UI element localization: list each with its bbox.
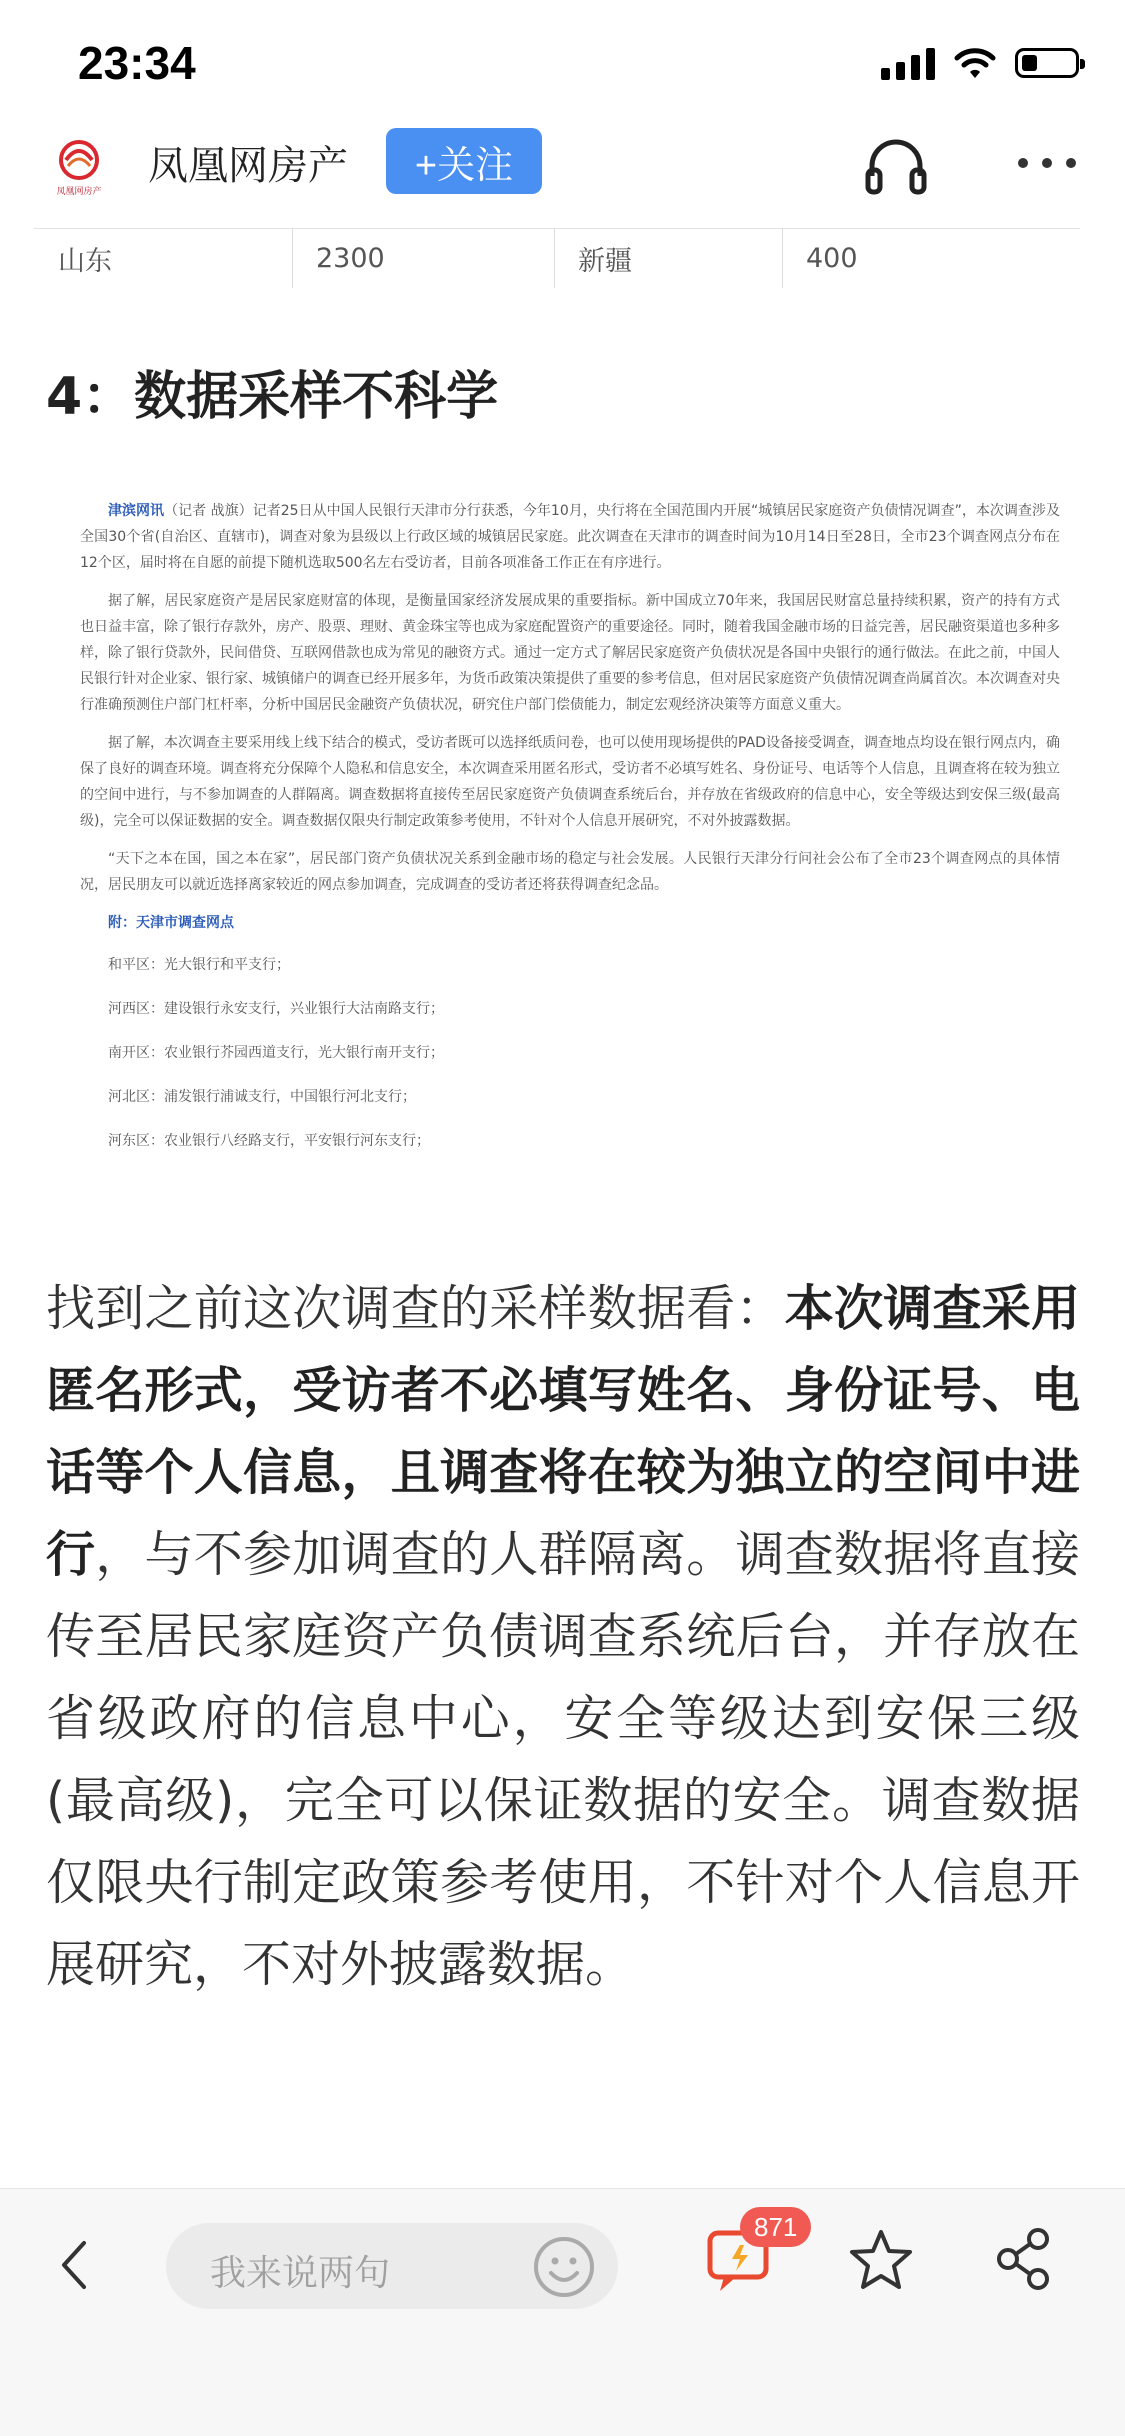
clipping-list-item: 南开区：农业银行芥园西道支行，光大银行南开支行； — [108, 1045, 444, 1061]
clipping-list-item: 河北区：浦发银行浦诚支行，中国银行河北支行； — [108, 1089, 416, 1105]
follow-button[interactable]: +关注 — [386, 128, 542, 194]
share-icon[interactable] — [994, 2227, 1054, 2291]
clipping-source: 津滨网讯 — [108, 503, 165, 519]
news-clipping-image[interactable] — [80, 498, 1060, 1238]
logo-text: 凤凰网房产 — [56, 187, 102, 197]
status-time: 23:34 — [78, 37, 196, 89]
comment-input[interactable] — [166, 2223, 618, 2309]
status-bar — [0, 0, 1125, 130]
clipping-paragraph: 据了解，本次调查主要采用线上线下结合的模式，受访者既可以选择纸质问卷，也可以使用现场提供的PAD设备接受调查，调查地点均设在银行网点内，确保了良好的调查环境。调查将充分保障个人隐私和信息安全，本次调查采用匿名形式，受访者不必填写姓名、身份证号、电话等个人信息，且调查将在较为独立的空间中进行，与不参加调查的人群隔离。调查数据将直接传至居民家庭资产负债调查系统后台，并存放在省级政府的信息中心，安全等级达到安保三级(最高级)，完全可以保证数据的安全。调查数据仅限央行制定政策参考使用，不针对个人信息开展研究，不对外披露数据。 — [80, 735, 1060, 829]
headphone-icon[interactable] — [864, 136, 928, 196]
wifi-icon — [953, 46, 997, 80]
table-cell: 山东 — [58, 245, 112, 277]
emoji-icon[interactable] — [532, 2235, 596, 2299]
clipping-paragraph: 据了解，居民家庭资产是居民家庭财富的体现，是衡量国家经济发展成果的重要指标。新中国成立70年来，我国居民财富总量持续积累，资产的持有方式也日益丰富，除了银行存款外，房产、股票、理财、黄金珠宝等也成为家庭配置资产的重要途径。同时，随着我国金融市场的日益完善，居民融资渠道也多种多样，除了银行贷款外，民间借贷、互联网借款也成为常见的融资方式。通过一定方式了解居民家庭资产负债状况是各国中央银行的通行做法。在此之前，中国人民银行针对企业家、银行家、城镇储户的调查已经开展多年，为货币政策决策提供了重要的参考信息，但对居民家庭资产负债情况调查尚属首次。本次调查对央行准确预测住户部门杠杆率，分析中国居民金融资产负债状况，研究住户部门偿债能力，制定宏观经济决策等方面意义重大。 — [80, 593, 1060, 713]
clipping-list-item: 河西区：建设银行永安支行，兴业银行大沽南路支行； — [108, 1001, 444, 1017]
clipping-paragraph: “天下之本在国，国之本在家”，居民部门资产负债状况关系到金融市场的稳定与社会发展。人民银行天津分行问社会公布了全市23个调查网点的具体情况，居民朋友可以就近选择离家较近的网点参加调查，完成调查的受访者还将获得调查纪念品。 — [80, 851, 1060, 893]
status-icons — [881, 46, 1079, 80]
comment-placeholder: 我来说两句 — [210, 2253, 391, 2294]
phoenix-logo-icon — [46, 138, 112, 188]
clipping-list-item: 河东区：农业银行八经路支行，平安银行河东支行； — [108, 1133, 430, 1149]
body-emphasis: 本次调查采用匿名形式，受访者不必填写姓名、身份证号、电话等个人信息，且调查将在较为独立的空间中进行 — [46, 1280, 1080, 1583]
clipping-appendix-title: 附：天津市调查网点 — [108, 915, 234, 931]
ifeng-logo[interactable] — [46, 138, 112, 204]
table-cell: 400 — [806, 242, 858, 274]
body-paragraph — [46, 1268, 1080, 2006]
bottom-toolbar — [0, 2188, 1125, 2436]
clipping-paragraph: 津滨网讯（记者 战旗）记者25日从中国人民银行天津市分行获悉，今年10月，央行将在全国范围内开展“城镇居民家庭资产负债情况调查”，本次调查涉及全国30个省(自治区、直辖市)，调查对象为县级以上行政区域的城镇居民家庭。此次调查在天津市的调查时间为10月14日至28日，全市23个调查网点分布在12个区，届时将在自愿的前提下随机选取500名左右受访者，目前各项准备工作正在有序进行。 — [80, 503, 1060, 571]
body-rest: ，与不参加调查的人群隔离。调查数据将直接传至居民家庭资产负债调查系统后台，并存放在省级政府的信息中心，安全等级达到安保三级(最高级)，完全可以保证数据的安全。调查数据仅限央行制定政策参考使用，不针对个人信息开展研究，不对外披露数据。 — [46, 1526, 1080, 1993]
section-title: 4：数据采样不科学 — [46, 367, 499, 427]
channel-name[interactable]: 凤凰网房产 — [148, 143, 348, 189]
table-cell: 2300 — [316, 242, 385, 274]
more-icon[interactable] — [1018, 158, 1076, 168]
signal-icon — [881, 46, 935, 80]
star-icon[interactable] — [848, 2227, 914, 2293]
province-table-row — [34, 228, 1080, 288]
table-cell: 新疆 — [578, 245, 632, 277]
clipping-list-item: 和平区：光大银行和平支行； — [108, 957, 290, 973]
comment-count-badge: 871 — [740, 2207, 811, 2247]
back-icon[interactable] — [54, 2235, 94, 2295]
article-header — [0, 128, 1125, 228]
body-intro: 找到之前这次调查的采样数据看： — [46, 1280, 785, 1337]
battery-icon — [1015, 48, 1079, 78]
